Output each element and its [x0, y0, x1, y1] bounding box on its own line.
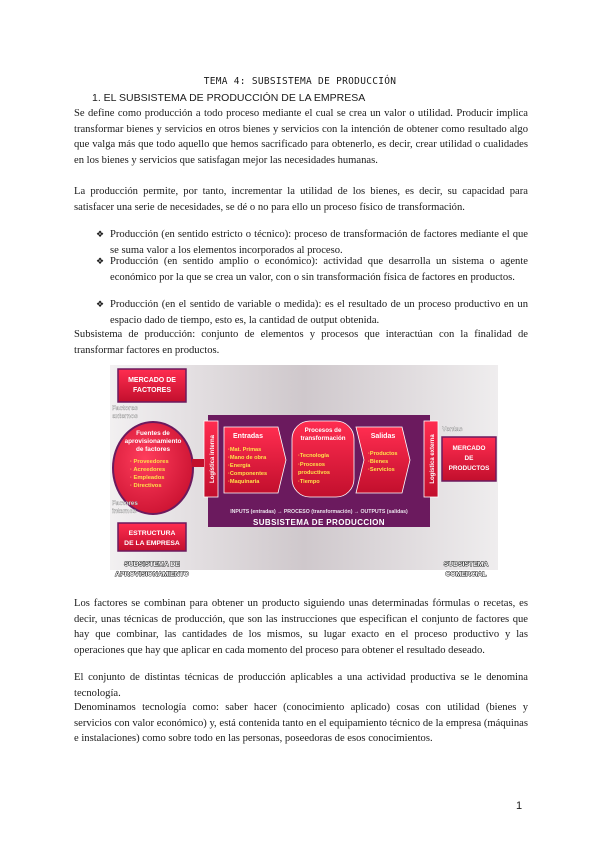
procesos-title: transformación	[300, 435, 346, 442]
mercado-productos-label: PRODUCTOS	[448, 465, 490, 472]
page-number: 1	[516, 800, 523, 812]
factores-externos-label: Factores	[112, 405, 138, 412]
fuentes-item: · Directivos	[130, 483, 162, 489]
fuentes-item: · Empleados	[130, 475, 165, 481]
salidas-item: ·Bienes	[368, 459, 389, 465]
factores-externos-label: externos	[112, 413, 138, 420]
document-title: TEMA 4: SUBSISTEMA DE PRODUCCIÓN	[203, 76, 397, 87]
procesos-item: ·Tiempo	[298, 479, 320, 485]
entradas-item: ·Mat. Primas	[228, 447, 262, 453]
salidas-item: ·Servicios	[368, 467, 395, 473]
estructura-label: DE LA EMPRESA	[124, 540, 180, 547]
section-heading: 1. EL SUBSISTEMA DE PRODUCCIÓN DE LA EMPRESA	[92, 92, 366, 104]
entradas-title: Entradas	[233, 433, 263, 440]
factores-internos-label: Factores	[112, 500, 138, 507]
diamond-bullet-icon: ❖	[96, 299, 105, 309]
procesos-item: productivos	[298, 470, 331, 476]
fuentes-title: de factores	[135, 446, 171, 453]
salidas-item: ·Productos	[368, 451, 398, 457]
salidas-title: Salidas	[370, 433, 396, 440]
bullet-item	[96, 254, 528, 285]
entradas-item: ·Energía	[228, 463, 251, 469]
fuentes-item: · Proveedores	[130, 459, 169, 465]
paragraph-factores: Los factores se combinan para obtener un producto siguiendo unas determinadas fórmulas o recetas, es decir, unas técnicas de producción, que son las instrucciones que especifican el conjunto de factores que hay que combinar, las cantidades de los mismos, su lugar exacto en el proceso productivo y las operaciones que hay que aplicar en cada momento del proceso para obtener el resultado deseado.	[74, 598, 528, 656]
inputs-process-outputs-line: INPUTS (entradas) → PROCESO (transformación) → OUTPUTS (salidas)	[230, 509, 408, 515]
ventas-label: Ventas	[442, 426, 463, 433]
procesos-item: ·Procesos	[298, 462, 326, 468]
logistica-externa-label: Logística externa	[430, 434, 436, 484]
paragraph-subsystem-definition: Subsistema de producción: conjunto de elementos y procesos que interactúan con la finalidad de transformar factores en productos.	[74, 329, 528, 356]
subsistema-produccion-label: SUBSISTEMA DE PRODUCCION	[253, 518, 385, 527]
bullet-text: Producción (en sentido amplio o económico): actividad que desarrolla un sistema o agente económico por la que se crea un valor, con o sin transformación física de factores en productos.	[110, 256, 528, 283]
mercado-productos-label: DE	[464, 455, 474, 462]
paragraph-definition: Se define como producción a todo proceso mediante el cual se crea un valor o utilidad. Producir implica transformar bienes y servicios en otros bienes y servicios con la intención de obtener como resultado algo que valga más que todo aquello que hemos sacrificado para obtenerlo, es decir, crear utilidad o cualidades en los bienes y servicios que satisfagan mejor las necesidades humanas.	[74, 108, 528, 166]
fuentes-item: · Acreedores	[130, 467, 166, 473]
bullet-text: Producción (en el sentido de variable o medida): es el resultado de un proceso productivo en un espacio dado de tiempo, esto es, la cantidad de output obtenida.	[110, 299, 528, 326]
logistica-interna-label: Logística interna	[210, 434, 216, 484]
subsistema-aprovisionamiento-label: SUBSISTEMA DE	[124, 561, 180, 568]
entradas-item: ·Mano de obra	[228, 455, 267, 461]
paragraph-denominamos: Denominamos tecnología como: saber hacer (conocimiento aplicado) cosas con utilidad (bienes y servicios con valor económico) y, está contenida tanto en el equipamiento técnico de la empresa (máquinas e instalaciones) como sobre todo en las personas, poseedoras de esos conocimientos.	[74, 702, 528, 745]
mercado-factores-label: MERCADO DE	[128, 377, 176, 384]
procesos-title: Procesos de	[304, 427, 342, 434]
subsistema-aprovisionamiento-label: APROVISIONAMIENTO	[115, 571, 189, 578]
entradas-item: ·Maquinaria	[228, 479, 260, 485]
diamond-bullet-icon: ❖	[96, 256, 105, 266]
estructura-label: ESTRUCTURA	[128, 530, 176, 537]
subsistema-comercial-label: SUBSISTEMA	[443, 561, 489, 568]
fuentes-title: Fuentes de	[136, 430, 170, 437]
bullet-text: Producción (en sentido estricto o técnico): proceso de transformación de factores mediante el que se suma valor a los elementos incorporados al proceso.	[110, 229, 528, 256]
subsistema-comercial-label: COMERCIAL	[445, 571, 487, 578]
production-subsystem-diagram	[110, 365, 498, 585]
diamond-bullet-icon: ❖	[96, 229, 105, 239]
entradas-item: ·Componentes	[228, 471, 268, 477]
factores-internos-label: internos	[112, 508, 137, 515]
procesos-item: ·Tecnología	[298, 453, 329, 459]
mercado-factores-label: FACTORES	[133, 387, 171, 394]
mercado-factores-box	[118, 369, 186, 402]
fuentes-title: aprovisionamiento	[124, 438, 182, 445]
connector-arrow	[192, 459, 204, 467]
mercado-productos-label: MERCADO	[452, 445, 486, 452]
paragraph-utility: La producción permite, por tanto, incrementar la utilidad de los bienes, es decir, su capacidad para satisfacer una serie de necesidades, se dé o no para ello un proceso físico de transformación.	[74, 186, 528, 213]
paragraph-tecnologia: El conjunto de distintas técnicas de producción aplicables a una actividad productiva se le denomina tecnología.	[74, 672, 528, 699]
bullet-item	[96, 297, 528, 328]
